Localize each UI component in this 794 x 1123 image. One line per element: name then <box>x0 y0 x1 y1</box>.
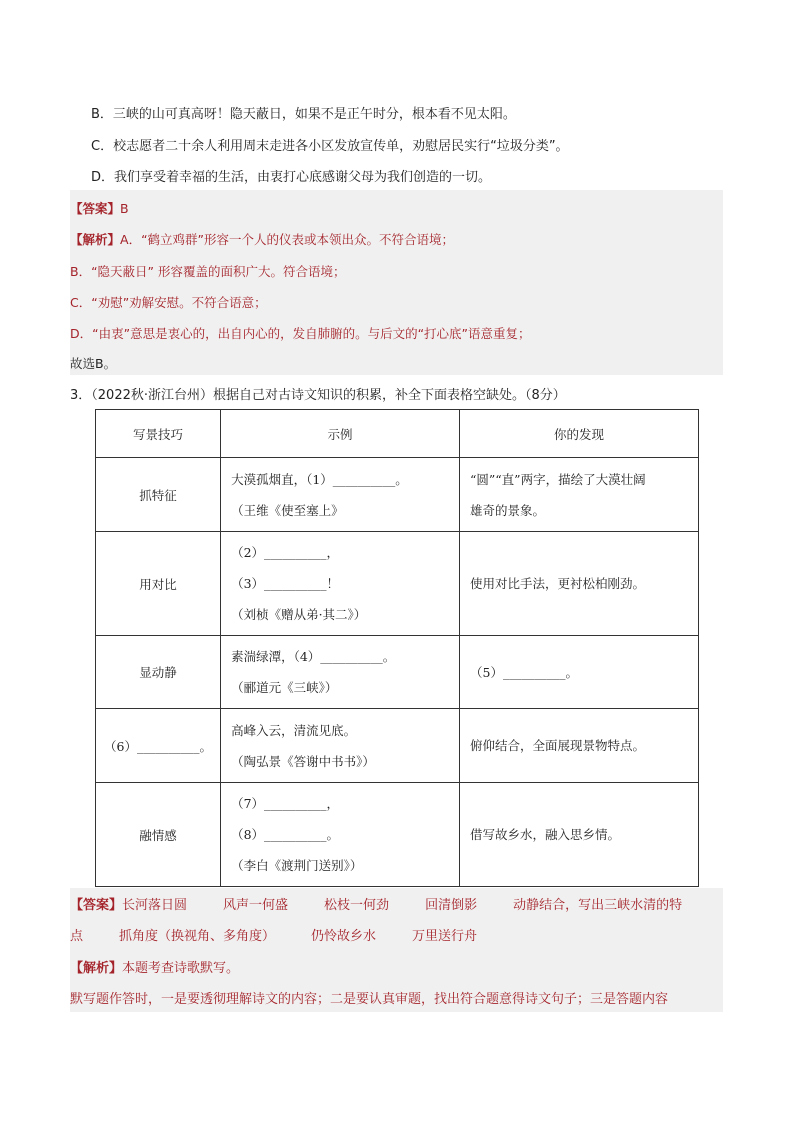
finding-cell <box>460 783 699 887</box>
example-cell <box>221 783 460 887</box>
answer-tag: 【答案】 <box>70 201 121 216</box>
analysis-a: A．“鹤立鸡群”形容一个人的仪表或本领出众。不符合语境； <box>120 232 455 247</box>
example-cell <box>221 458 460 532</box>
analysis3-tag: 【解析】 <box>70 961 123 976</box>
analysis-b: B．“隐天蔽日” 形容覆盖的面积广大。符合语境； <box>70 264 346 279</box>
finding-line: （5）__________。 <box>470 664 578 680</box>
example-cell <box>221 532 460 636</box>
table-row <box>96 783 699 887</box>
header-example: 示例 <box>221 410 460 458</box>
analysis-c: C．“劝慰”劝解安慰。不符合语意； <box>70 295 267 310</box>
answer3-analysis-line <box>70 957 239 976</box>
technique-cell: 显动静 <box>96 636 221 709</box>
example-line: 高峰入云，清流见底。 <box>231 722 357 738</box>
answer3-item: 松枝一何劲 <box>324 898 390 913</box>
table-row <box>96 532 699 636</box>
example-line: 素湍绿潭，（4）__________。 <box>231 649 396 664</box>
table-row <box>96 458 699 532</box>
finding-cell <box>460 458 699 532</box>
analysis-tag: 【解析】 <box>70 232 121 247</box>
finding-cell <box>460 636 699 709</box>
analysis-d: D．“由衷”意思是衷心的，出自内心的，发自肺腑的。与后文的“打心底”语意重复； <box>70 326 531 341</box>
answer3-line2 <box>70 925 477 944</box>
fill-in-table <box>95 409 699 887</box>
finding-line: 俯仰结合，全面展现景物特点。 <box>470 738 646 753</box>
answer3-item: 点 <box>70 929 84 944</box>
finding-cell <box>460 709 699 783</box>
answer3-item: 抓角度（换视角、多角度） <box>119 929 276 944</box>
example-source: （刘桢《赠从弟·其二》） <box>231 607 367 622</box>
finding-line: “圆”“直”两字，描绘了大漠壮阔 <box>470 471 646 487</box>
answer-block-q2 <box>70 190 723 375</box>
table-header-row <box>96 410 699 458</box>
option-d: D．我们享受着幸福的生活，由衷打心底感谢父母为我们创造的一切。 <box>91 170 492 185</box>
header-technique: 写景技巧 <box>96 410 221 458</box>
example-cell <box>221 636 460 709</box>
option-b: B．三峡的山可真高呀！隐天蔽日，如果不是正午时分，根本看不见太阳。 <box>91 107 516 122</box>
example-line: （3）__________！ <box>231 576 340 591</box>
finding-line: 使用对比手法，更衬松柏刚劲。 <box>470 576 646 591</box>
answer3-item: 风声一何盛 <box>223 898 289 913</box>
answer3-tag: 【答案】 <box>70 898 123 913</box>
finding-line: 借写故乡水，融入思乡情。 <box>470 827 621 842</box>
answer-block-q3 <box>70 888 723 1012</box>
example-source: （王维《使至塞上》 <box>231 502 344 518</box>
finding-cell <box>460 532 699 636</box>
option-c: C．校志愿者二十余人利用周末走进各小区发放宣传单，劝慰居民实行“垃圾分类”。 <box>91 139 569 154</box>
technique-cell: 用对比 <box>96 532 221 636</box>
example-line: （2）__________， <box>231 545 340 560</box>
answer3-item: 仍怜故乡水 <box>311 929 377 944</box>
answer3-item: 动静结合，写出三峡水清的特 <box>513 898 683 913</box>
analysis-line-a <box>70 230 454 248</box>
example-source: （李白《渡荆门送别》） <box>231 858 363 873</box>
example-source: （郦道元《三峡》） <box>231 680 338 695</box>
example-line: （8）__________。 <box>231 827 340 842</box>
answer3-item: 回清倒影 <box>425 898 478 913</box>
technique-cell: 抓特征 <box>96 458 221 532</box>
analysis-conclusion: 故选B。 <box>70 356 117 371</box>
example-line: 大漠孤烟直，（1）__________。 <box>231 471 408 487</box>
example-source: （陶弘景《答谢中书书》） <box>231 753 375 769</box>
answer3-line1 <box>70 894 682 913</box>
example-cell <box>221 709 460 783</box>
answer3-item: 万里送行舟 <box>412 929 478 944</box>
finding-line: 雄奇的景象。 <box>470 502 546 518</box>
answer-value: B <box>120 201 129 216</box>
technique-cell: 融情感 <box>96 783 221 887</box>
table-row <box>96 709 699 783</box>
answer3-analysis-line2: 默写题作答时，一是要透彻理解诗文的内容；二是要认真审题，找出符合题意得诗文句子；三是答题内容 <box>70 992 669 1007</box>
header-finding: 你的发现 <box>460 410 699 458</box>
analysis3-text: 本题考查诗歌默写。 <box>122 961 240 976</box>
technique-cell: （6）__________。 <box>96 709 221 783</box>
example-line: （7）__________， <box>231 796 340 811</box>
table-row <box>96 636 699 709</box>
question-3: 3．（2022秋·浙江台州）根据自己对古诗文知识的积累，补全下面表格空缺处。（8分） <box>70 388 566 403</box>
answer-line <box>70 199 129 217</box>
answer3-item: 长河落日圆 <box>122 898 188 913</box>
